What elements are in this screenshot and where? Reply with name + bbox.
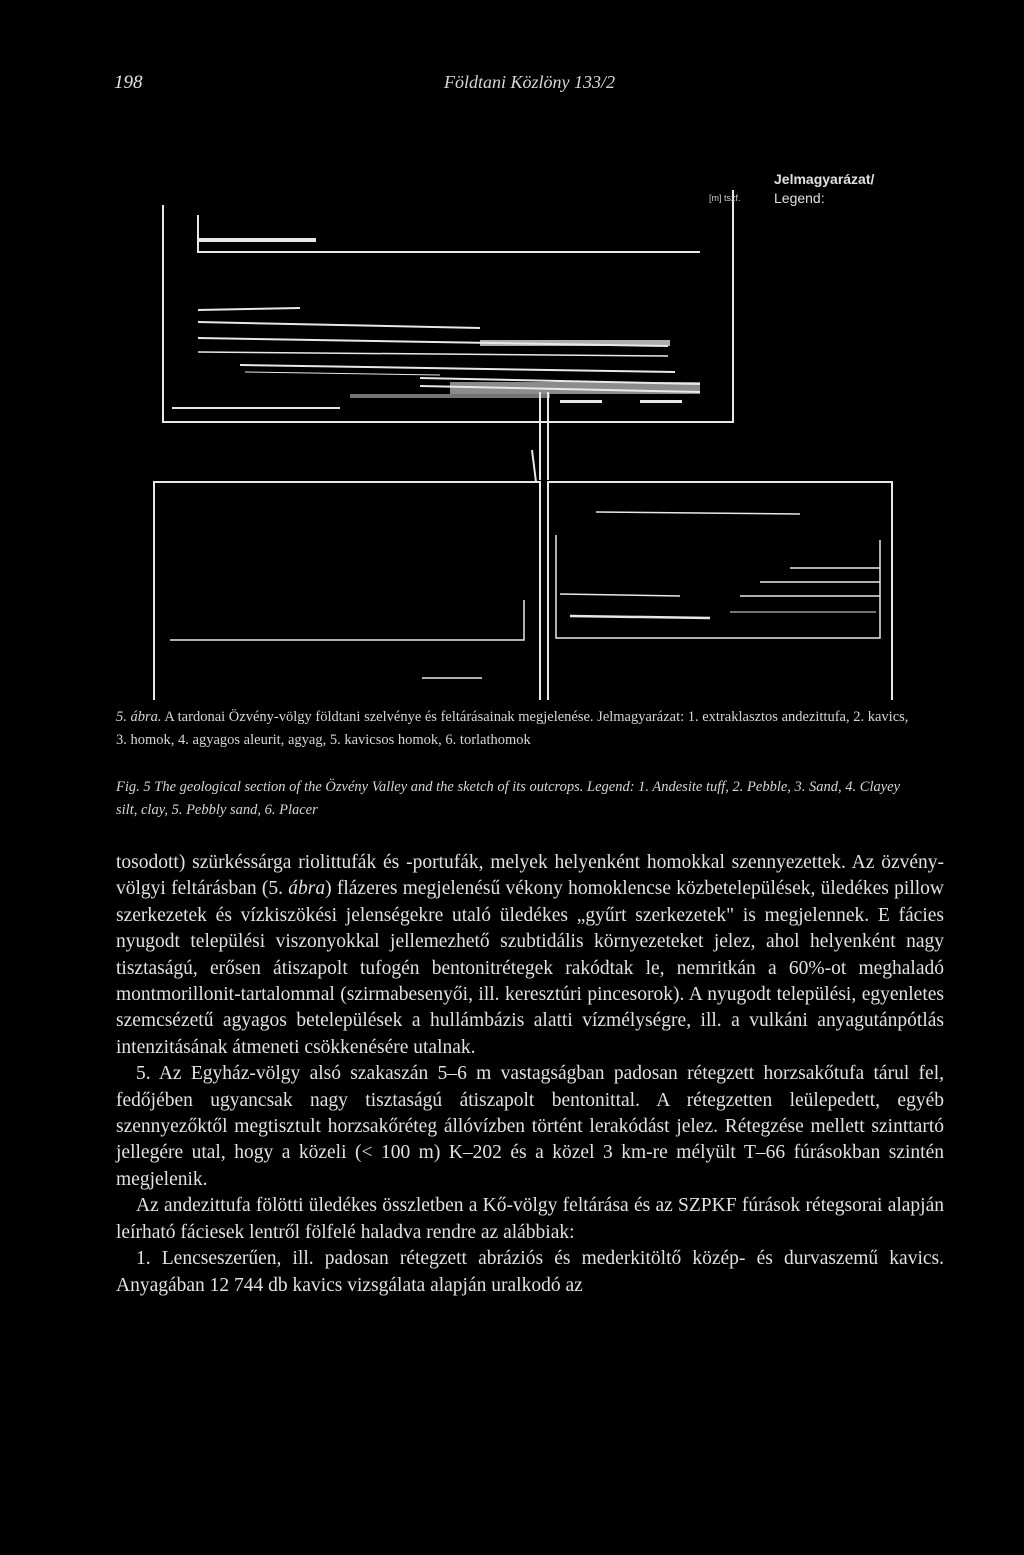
layer-pebble-top [198,238,316,242]
page-number: 198 [114,72,143,93]
figure-caption-hu [116,706,916,751]
paragraph-1-part-a: tosodott) szürkéssárga riolittufák és -portufák, melyek helyenként homokkal szennyezettek. Az özvény-völgyi feltárásban (5. [116,852,944,900]
paragraph-2: 5. Az Egyház-völgy alsó szakaszán 5–6 m vastagságban padosan rétegzett horzsakőtufa tárul fel, fedőjében ugyancsak nagy tisztaságú átiszapolt bentonittal. A rétegzetten leülepedett, egyéb szennyezőktől megtisztult horzsakőréteg állóvízben történt lerakódást jelez. Rétegzése mellett szinttartó jellegére utal, hogy a közeli (< 100 m) K–202 és a közel 3 km-re mélyült T–66 fúrásokban szintén megjelenik. [116,1063,944,1190]
paragraph-4: 1. Lencseszerűen, ill. padosan rétegzett abráziós és mederkitöltő közép- és durvaszemű kavics. Anyagában 12 744 db kavics vizsgálata alapján uralkodó az [116,1248,944,1296]
outcrop-sketch-left [154,482,540,700]
running-head [0,72,1024,102]
paragraph-1-part-b: ) flázeres megjelenésű vékony homoklencse közbetelepülések, üledékes pillow szerkezetek és vízkiszökési jelenségekre utaló üledékes „gyűrt szerkezetek" is megjelennek. E fácies nyugodt települési viszonyokkal jellemezhető szubtidális környezeteket jelez, ahol helyenként nagy tisztaságú, erősen átiszapolt tufogén bentonitrétegek rakódtak le, nemritkán a 60%-ot meghaladó montmorillonit-tartalommal (szirmabesenyői, ill. keresztúri pincesorok). A nyugodt települési, egyenletes szemcsézetű agyagos betelepülések a hullámbázis alatti vízmélységre, ill. a vulkáni anyagutánpótlás intenzitásának átmeneti csökkenésére utalnak. [116,878,944,1058]
stratum-line [198,308,300,310]
paragraph-1 [116,850,944,1061]
body-text [116,850,944,1299]
outcrop-sketch-right [548,482,892,700]
legend-title-hu: Jelmagyarázat/ [774,171,875,187]
figure-caption-en [116,776,916,821]
section-drawing [0,160,1024,700]
journal-title: Földtani Közlöny 133/2 [444,72,615,92]
connector-lines [532,392,548,482]
inner-boundary [198,215,700,252]
figure-reference: ábra [288,878,326,900]
caption-label: 5. ábra. [116,709,162,725]
legend-title-en: Legend: [774,190,825,206]
caption-hu-text: A tardonai Özvény-völgy földtani szelvénye és feltárásainak megjelenése. Jelmagyarázat: 1. extraklasztos andezittufa, 2. kavics, 3. homok, 4. agyagos aleurit, agyag, 5. kavicsos homok, 6. torlathomok [116,709,909,748]
geological-section-figure [0,160,1024,700]
paragraph-3: Az andezittufa fölötti üledékes összletben a Kő-völgy feltárása és az SZPKF fúrások rétegsorai alapján leírható fáciesek lentről fölfelé haladva rendre az alábbiak: [116,1195,944,1243]
caption-en-text: Fig. 5 The geological section of the Özvény Valley and the sketch of its outcrops. Legend: 1. Andesite tuff, 2. Pebble, 3. Sand, 4. Clayey silt, clay, 5. Pebbly sand, 6. Placer [116,779,901,818]
depth-unit-label: [m] tszf. [709,193,741,203]
legend-heading [774,170,874,208]
